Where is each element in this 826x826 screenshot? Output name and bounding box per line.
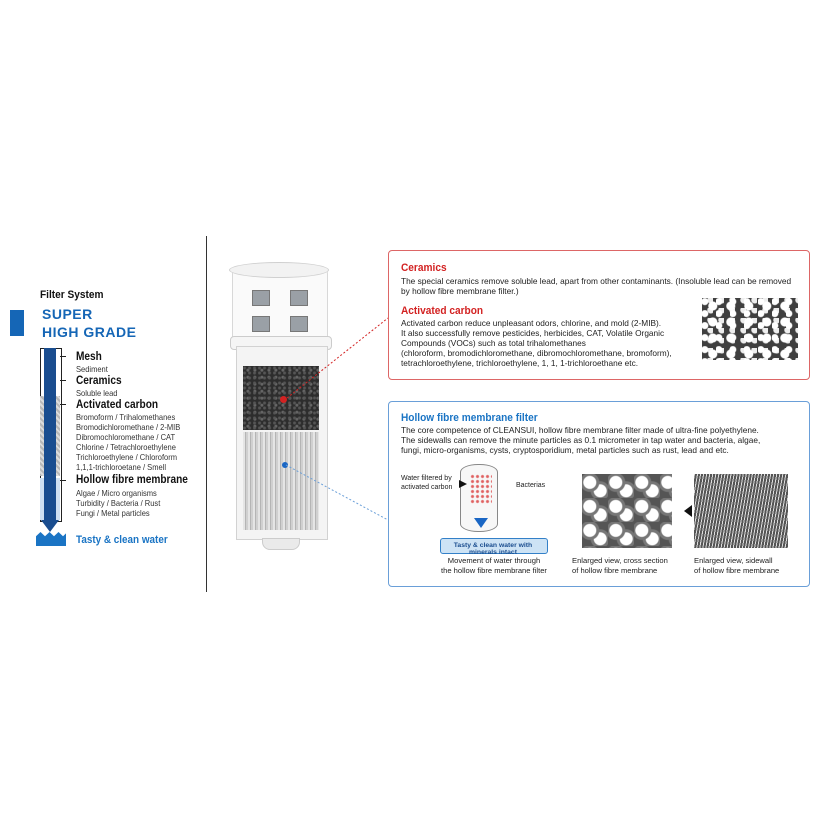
diagram-water-label-line: activated carbon [401,484,453,491]
input-arrow-icon [459,480,467,488]
hollow-fibre-line: The sidewalls can remove the minute particles as 0.1 micrometer in tap water and bacteria, algae, [401,435,761,445]
bacteria-dots [470,474,492,504]
photo2-caption-line: Enlarged view, sidewall [694,556,773,565]
grade-line-1: SUPER [42,306,93,322]
ceramics-text: The special ceramics remove soluble lead, apart from other contaminants. (Insoluble lead can be removed by hollow fibre membrane filter.) [401,276,792,297]
stage-carbon-detail: Bromodichloromethane / 2-MIB [76,423,181,432]
carbon-line: Compounds (VOCs) such as total trihalomethanes [401,338,586,348]
stage-mesh-detail: Sediment [76,365,108,374]
stage-membrane-label: Hollow fibre membrane [76,474,188,486]
stage-ceramics-detail: Soluble lead [76,389,118,398]
hollow-fibre-line: fungi, micro-organisms, cysts, cryptosporidium, metal particles such as rust, lead and etc. [401,445,729,455]
photo1-caption-line: Enlarged view, cross section [572,556,668,565]
diagram-caption-line: Movement of water through [447,556,541,565]
filter-system-title: Filter System [40,289,104,301]
stage-mesh-label: Mesh [76,351,102,363]
diagram-water-label [401,474,452,492]
carbon-heading: Activated carbon [401,305,484,317]
photo2-caption-line: of hollow fibre membrane [694,565,780,575]
stage-carbon-detail: Dibromochloromethane / CAT [76,433,176,442]
stage-membrane-detail: Fungi / Metal particles [76,509,150,518]
diagram-caption-line: the hollow fibre membrane filter [441,565,547,575]
hollow-fibre-line: The core competence of CLEANSUI, hollow fibre membrane filter made of ultra-fine polyethylene. [401,425,759,435]
diagram-caption [424,556,564,575]
diagram-output-label: Tasty & clean water with minerals intact [453,542,533,556]
carbon-line: It also successfully remove pesticides, herbicides, CAT, Volatile Organic [401,328,665,338]
stage-carbon-detail: Bromoform / Trihalomethanes [76,413,176,422]
carbon-line: Activated carbon reduce unpleasant odors, chlorine, and mold (2-MIB). [401,318,662,328]
stage-carbon-detail: Chlorine / Tetrachloroethylene [76,443,176,452]
ceramics-heading: Ceramics [401,262,447,274]
pointer-triangle-icon [684,505,692,517]
diagram-water-label-line: Water filtered by [401,475,452,482]
photo1-caption [572,556,682,575]
carbon-line: tetrachloroethylene, trichloroethylene, 1, 1, 1-trichloroethane etc. [401,358,639,368]
grade-line-2: HIGH GRADE [42,324,137,340]
stage-membrane-detail: Turbidity / Bacteria / Rust [76,499,161,508]
cross-section-photo [582,474,672,548]
carbon-line: (chloroform, bromodichloromethane, dibromochloromethane, bromoform), [401,348,672,358]
photo2-caption [694,556,804,575]
activated-carbon-photo [702,298,798,360]
stage-carbon-label: Activated carbon [76,399,159,411]
stage-ceramics-label: Ceramics [76,375,122,387]
sidewall-photo [694,474,788,548]
diagram-bacteria-label: Bacterias [516,482,546,489]
stage-membrane-detail: Algae / Micro organisms [76,489,157,498]
photo1-caption-line: of hollow fibre membrane [572,565,658,575]
stage-carbon-detail: Trichloroethylene / Chloroform [76,453,178,462]
stage-carbon-detail: 1,1,1-trichloroetane / Smell [76,463,167,472]
output-label: Tasty & clean water [76,534,168,546]
hollow-fibre-heading: Hollow fibre membrane filter [401,412,538,424]
flow-down-arrow-icon [474,518,488,528]
